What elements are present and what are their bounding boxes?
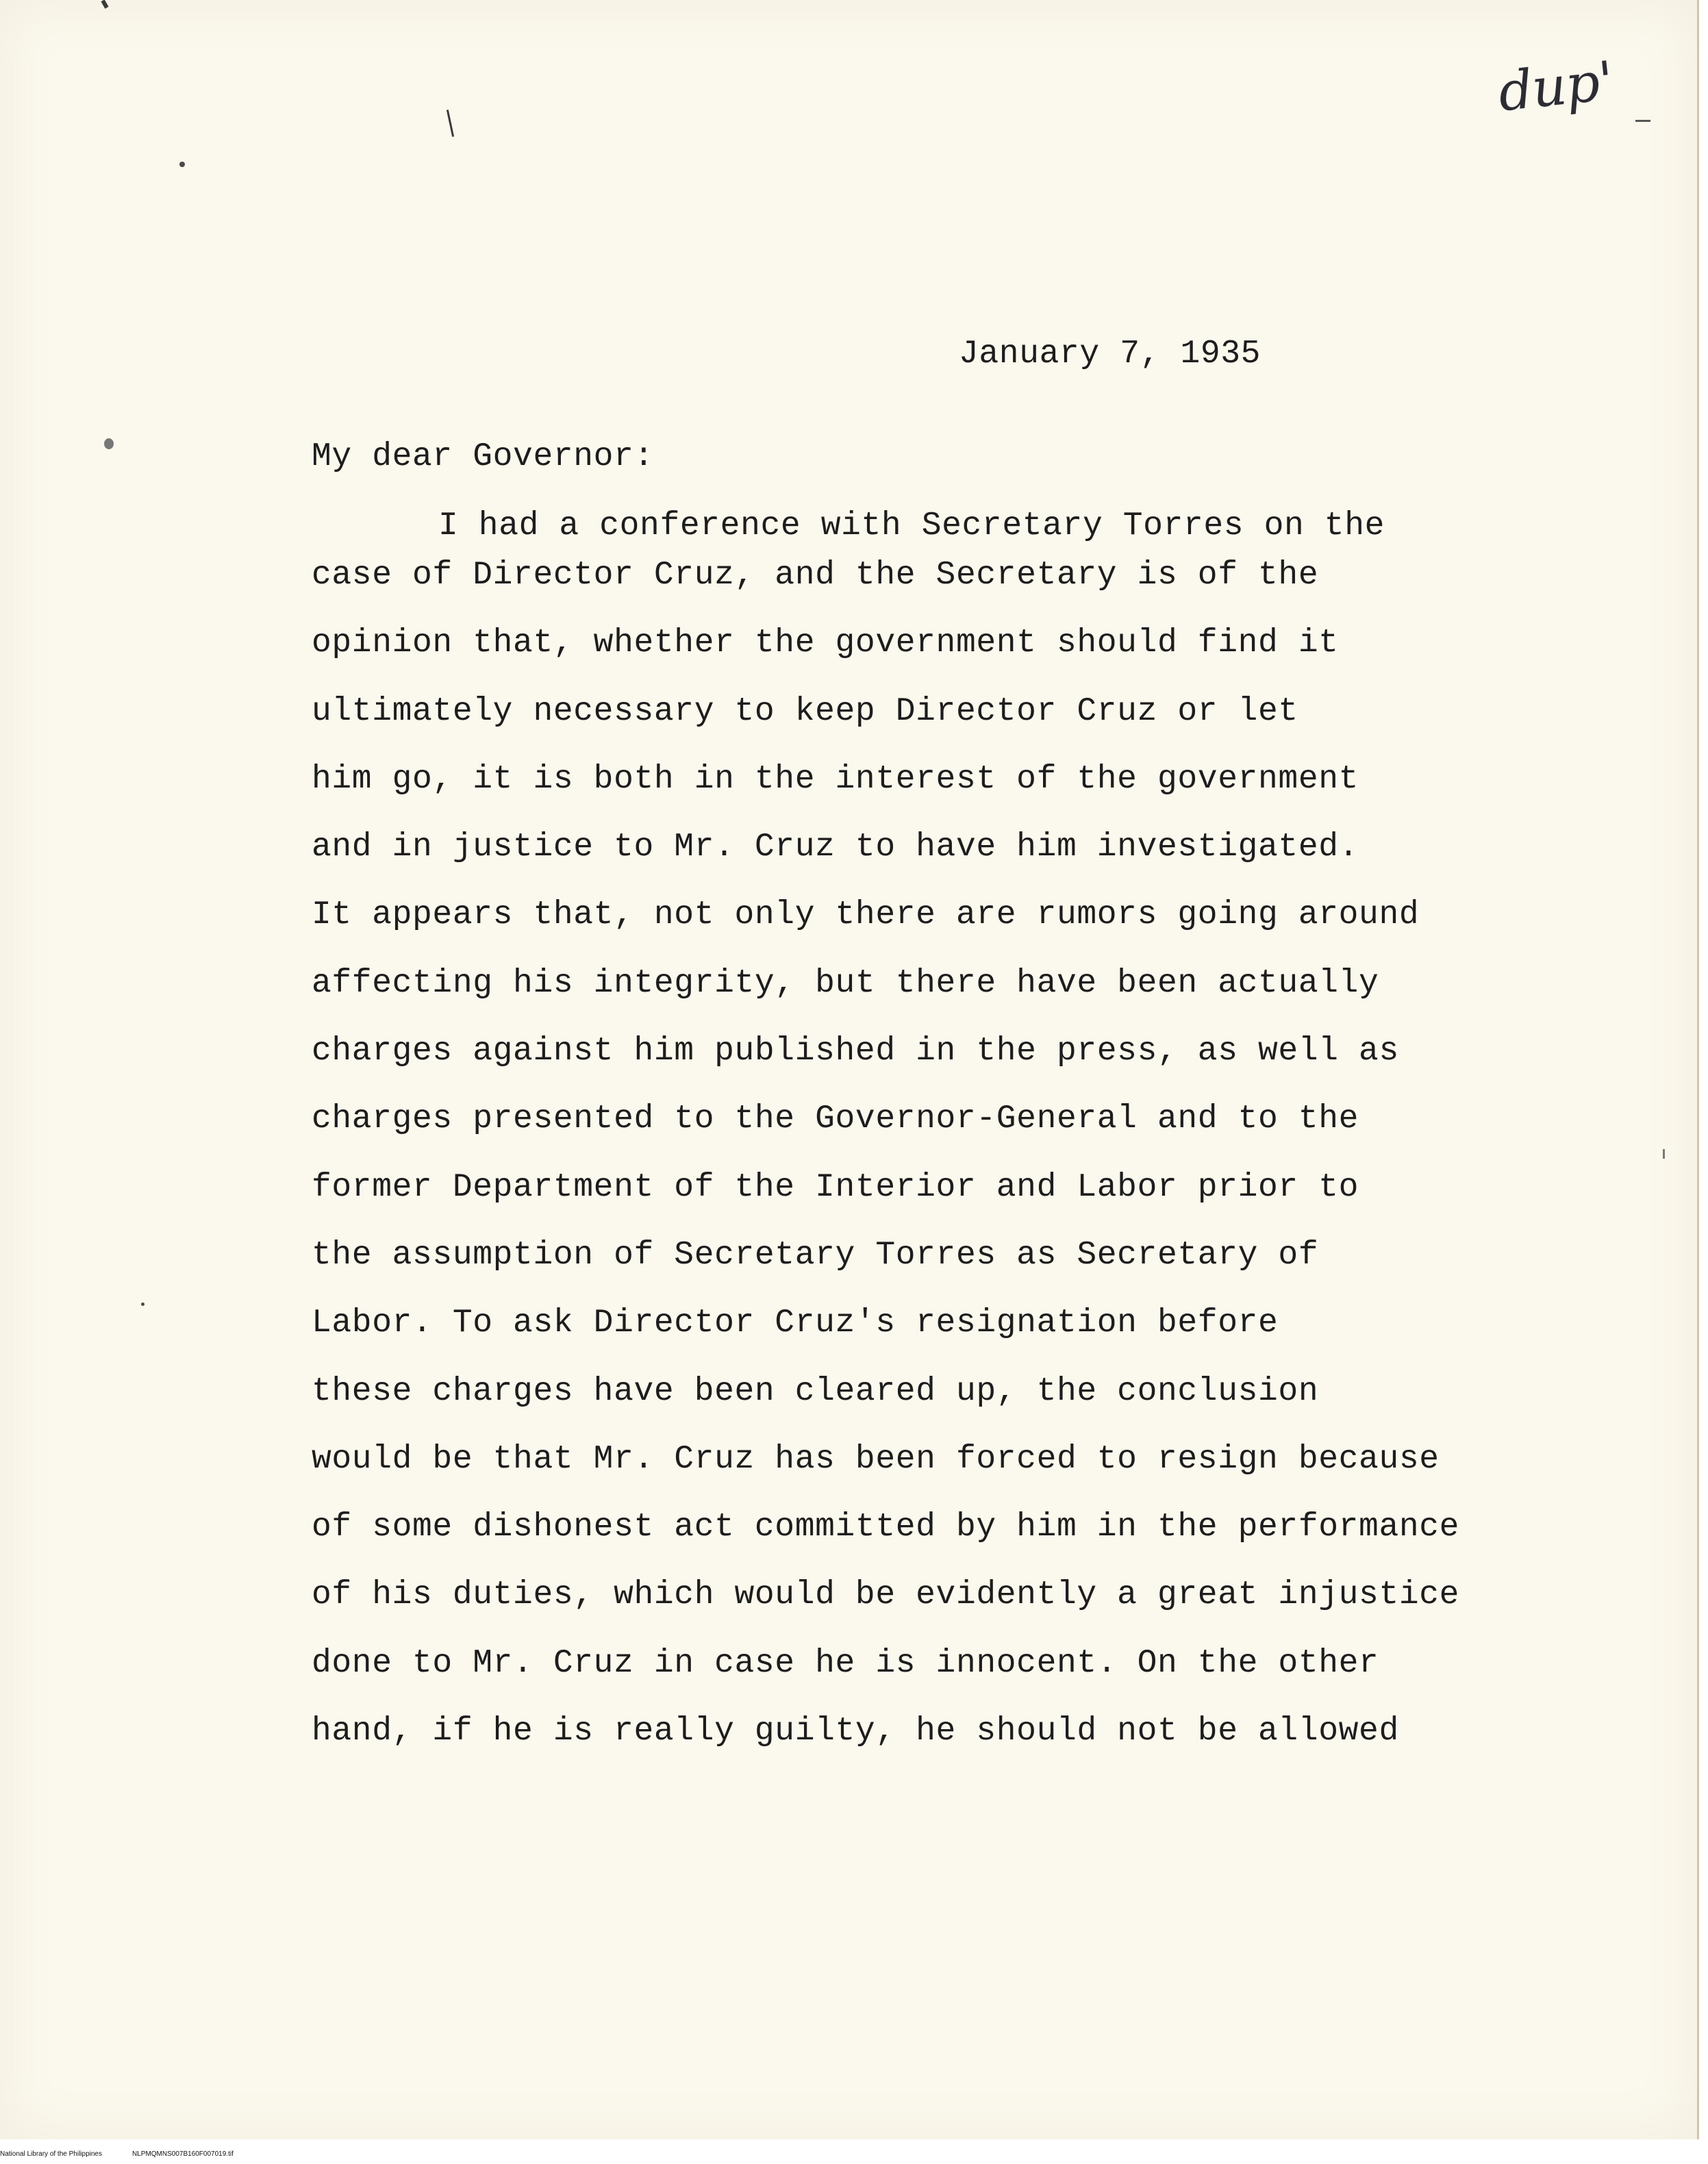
salutation: My dear Governor: — [312, 438, 654, 475]
body-line: done to Mr. Cruz in case he is innocent. On the other — [312, 1644, 1379, 1682]
body-line: It appears that, not only there are rumors going around — [312, 896, 1420, 934]
body-line: case of Director Cruz, and the Secretary is of the — [312, 557, 1319, 594]
body-line: hand, if he is really guilty, he should not be allowed — [312, 1713, 1399, 1750]
body-line: of his duties, which would be evidently a great injustice — [312, 1576, 1460, 1614]
body-line: these charges have been cleared up, the conclusion — [312, 1372, 1319, 1410]
paper-mark — [447, 110, 454, 137]
paper-speck — [141, 1303, 145, 1306]
body-line: of some dishonest act committed by him in the performance — [312, 1509, 1460, 1546]
body-line: affecting his integrity, but there have been actually — [312, 964, 1379, 1002]
letter-date: January 7, 1935 — [959, 336, 1261, 373]
paper-mark — [1663, 1149, 1665, 1159]
body-line: Labor. To ask Director Cruz's resignation before — [312, 1305, 1279, 1342]
scan-footer — [0, 2150, 234, 2164]
footer-file-id: NLPMQMNS007B160F007019.tif — [131, 2150, 234, 2158]
body-line: charges against him published in the press, as well as — [312, 1033, 1399, 1070]
body-line: and in justice to Mr. Cruz to have him investigated. — [312, 829, 1359, 866]
footer-institution: National Library of the Philippines — [0, 2150, 102, 2158]
body-line: would be that Mr. Cruz has been forced to resign because — [312, 1440, 1440, 1478]
paper-speck — [179, 162, 185, 167]
body-line: ultimately necessary to keep Director Cruz or let — [312, 692, 1298, 730]
body-line: I had a conference with Secretary Torres on the — [438, 507, 1385, 544]
handwritten-annotation: dup' — [1495, 50, 1616, 124]
scan-margin — [0, 2139, 1708, 2164]
paper-speck — [104, 438, 114, 449]
body-line: the assumption of Secretary Torres as Secretary of — [312, 1236, 1319, 1274]
body-line: charges presented to the Governor-General and to the — [312, 1100, 1359, 1138]
body-line: him go, it is both in the interest of the government — [312, 760, 1359, 798]
letter-body — [312, 505, 1558, 1778]
paper-mark — [101, 0, 108, 9]
body-line: former Department of the Interior and Labor prior to — [312, 1168, 1359, 1206]
body-line: opinion that, whether the government should find it — [312, 625, 1339, 662]
annotation-mark — [1635, 120, 1650, 122]
